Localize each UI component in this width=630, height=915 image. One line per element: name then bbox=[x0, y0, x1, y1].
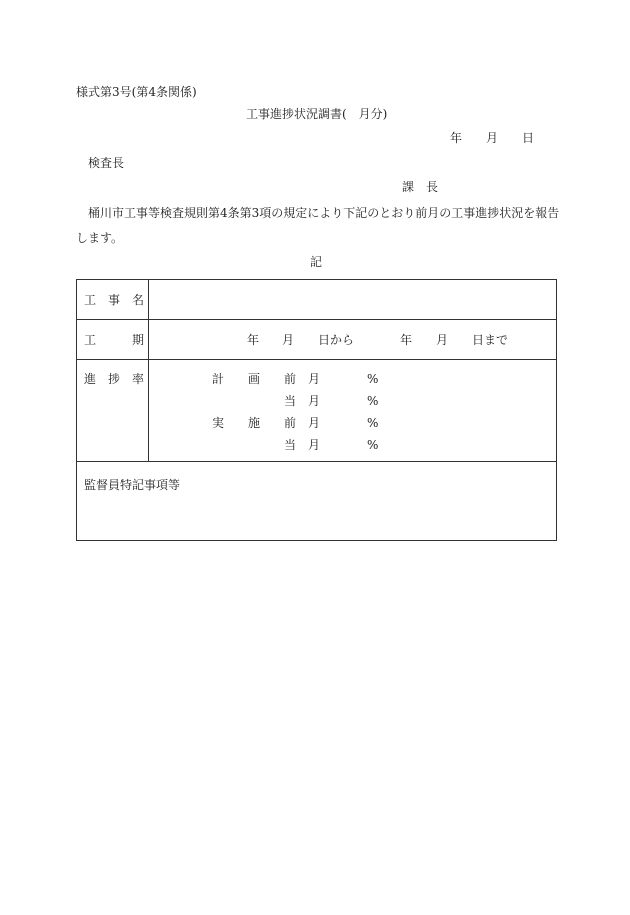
plan-prev-month-percent: % bbox=[367, 372, 379, 386]
period-from-day: 日から bbox=[318, 333, 355, 347]
period-from-month: 月 bbox=[282, 333, 295, 347]
period-from-year: 年 bbox=[247, 333, 260, 347]
actual-label: 実 施 bbox=[212, 416, 261, 430]
period-to-day: 日まで bbox=[472, 333, 509, 347]
plan-label: 計 画 bbox=[212, 372, 261, 386]
remarks-area[interactable] bbox=[83, 498, 549, 534]
plan-this-month-label: 当 月 bbox=[284, 394, 321, 408]
project-name-value[interactable] bbox=[157, 288, 547, 312]
date-month: 月 bbox=[486, 131, 499, 145]
report-table bbox=[76, 279, 557, 541]
ki-heading: 記 bbox=[310, 255, 323, 269]
sender: 課 長 bbox=[402, 180, 439, 194]
actual-prev-month-percent: % bbox=[367, 416, 379, 430]
project-name-label: 工 事 名 bbox=[84, 293, 145, 307]
column-divider bbox=[148, 280, 149, 462]
date-day: 日 bbox=[522, 131, 535, 145]
actual-prev-month-label: 前 月 bbox=[284, 416, 321, 430]
period-label: 工 期 bbox=[84, 333, 145, 347]
document-title: 工事進捗状況調書( 月分) bbox=[246, 107, 388, 121]
body-text-line1: 桶川市工事等検査規則第4条第3項の規定により下記のとおり前月の工事進捗状況を報告 bbox=[88, 206, 560, 220]
actual-this-month-percent: % bbox=[367, 438, 379, 452]
body-text-line2: します。 bbox=[76, 231, 124, 245]
period-to-month: 月 bbox=[436, 333, 449, 347]
actual-this-month-label: 当 月 bbox=[284, 438, 321, 452]
plan-this-month-percent: % bbox=[367, 394, 379, 408]
remarks-label: 監督員特記事項等 bbox=[84, 478, 181, 492]
period-to-year: 年 bbox=[400, 333, 413, 347]
form-number: 様式第3号(第4条関係) bbox=[76, 85, 197, 99]
plan-prev-month-label: 前 月 bbox=[284, 372, 321, 386]
progress-label: 進 捗 率 bbox=[84, 372, 145, 386]
date-year: 年 bbox=[450, 131, 463, 145]
addressee: 検査長 bbox=[88, 156, 125, 170]
